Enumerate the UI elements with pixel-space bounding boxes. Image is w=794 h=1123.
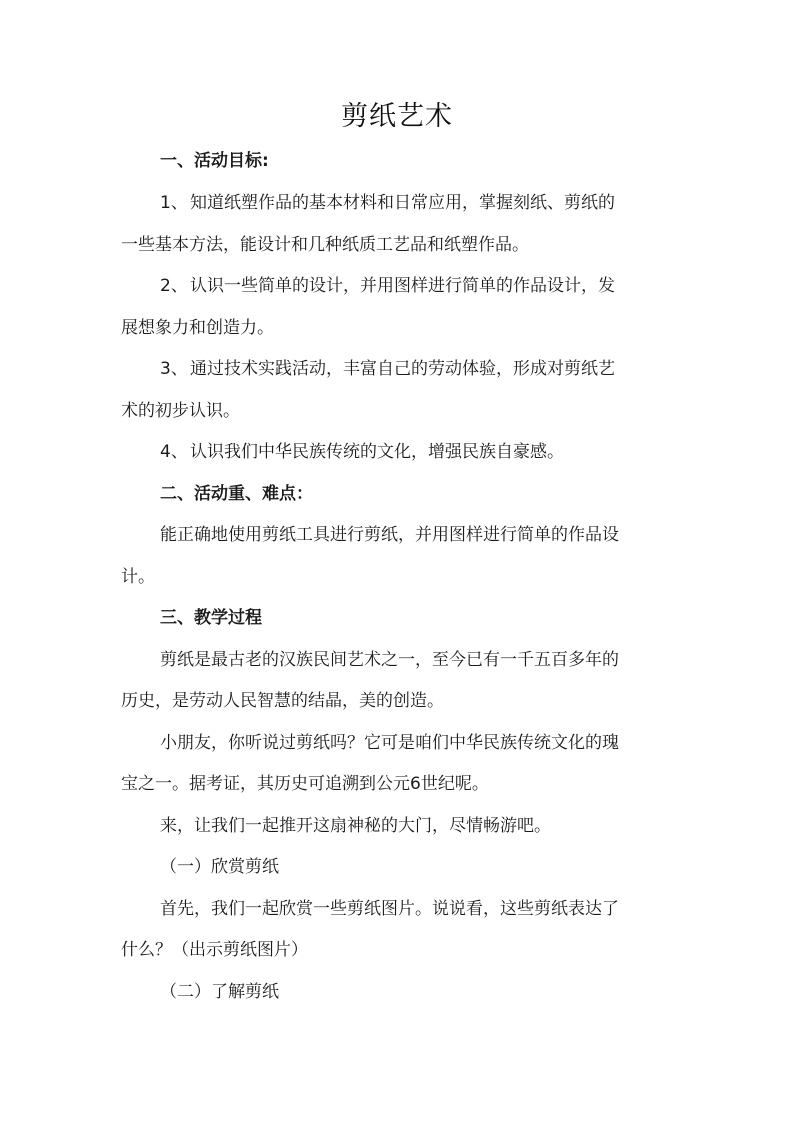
goal-4-line1: 认识我们中华民族传统的文化，增强民族自豪感。: [190, 442, 564, 462]
goal-2-line1: 认识一些简单的设计，并用图样进行简单的作品设计，发: [190, 276, 615, 296]
goal-1-line1: 知道纸塑作品的基本材料和日常应用，掌握刻纸、剪纸的: [190, 193, 615, 213]
paragraph-2-line1: 小朋友，你听说过剪纸吗？它可是咱们中华民族传统文化的瑰: [160, 733, 619, 753]
paragraph-1-line1: 剪纸是最古老的汉族民间艺术之一，至今已有一千五百多年的: [160, 650, 619, 670]
goal-3-number: 3、: [160, 359, 188, 379]
goal-3-line2: 术的初步认识。: [121, 401, 240, 421]
section-heading-key-points: 二、活动重、难点：: [160, 484, 313, 504]
key-points-line1: 能正确地使用剪纸工具进行剪纸，并用图样进行简单的作品设: [160, 525, 619, 545]
key-points-line2: 计。: [121, 567, 155, 587]
paragraph-1-line2: 历史，是劳动人民智慧的结晶，美的创造。: [121, 691, 444, 711]
paragraph-2-line2: 宝之一。据考证，其历史可追溯到公元6世纪呢。: [121, 774, 489, 794]
paragraph-4-line1: 首先，我们一起欣赏一些剪纸图片。说说看，这些剪纸表达了: [160, 899, 619, 919]
goal-3-line1: 通过技术实践活动，丰富自己的劳动体验，形成对剪纸艺: [190, 359, 615, 379]
goal-1-number: 1、: [160, 193, 188, 213]
section-heading-process: 三、教学过程: [160, 608, 262, 628]
goal-2-number: 2、: [160, 276, 188, 296]
goal-2-line2: 展想象力和创造力。: [121, 318, 274, 338]
subsection-appreciate: （一）欣赏剪纸: [160, 857, 279, 877]
paragraph-4-line2: 什么？（出示剪纸图片）: [121, 940, 308, 960]
section-heading-goals: 一、活动目标:: [160, 151, 269, 171]
paragraph-3: 来，让我们一起推开这扇神秘的大门，尽情畅游吧。: [160, 816, 551, 836]
goal-1-line2: 一些基本方法，能设计和几种纸质工艺品和纸塑作品。: [121, 235, 529, 255]
subsection-understand: （二）了解剪纸: [160, 982, 279, 1002]
goal-4-number: 4、: [160, 442, 188, 462]
page-title: 剪纸艺术: [341, 101, 453, 132]
